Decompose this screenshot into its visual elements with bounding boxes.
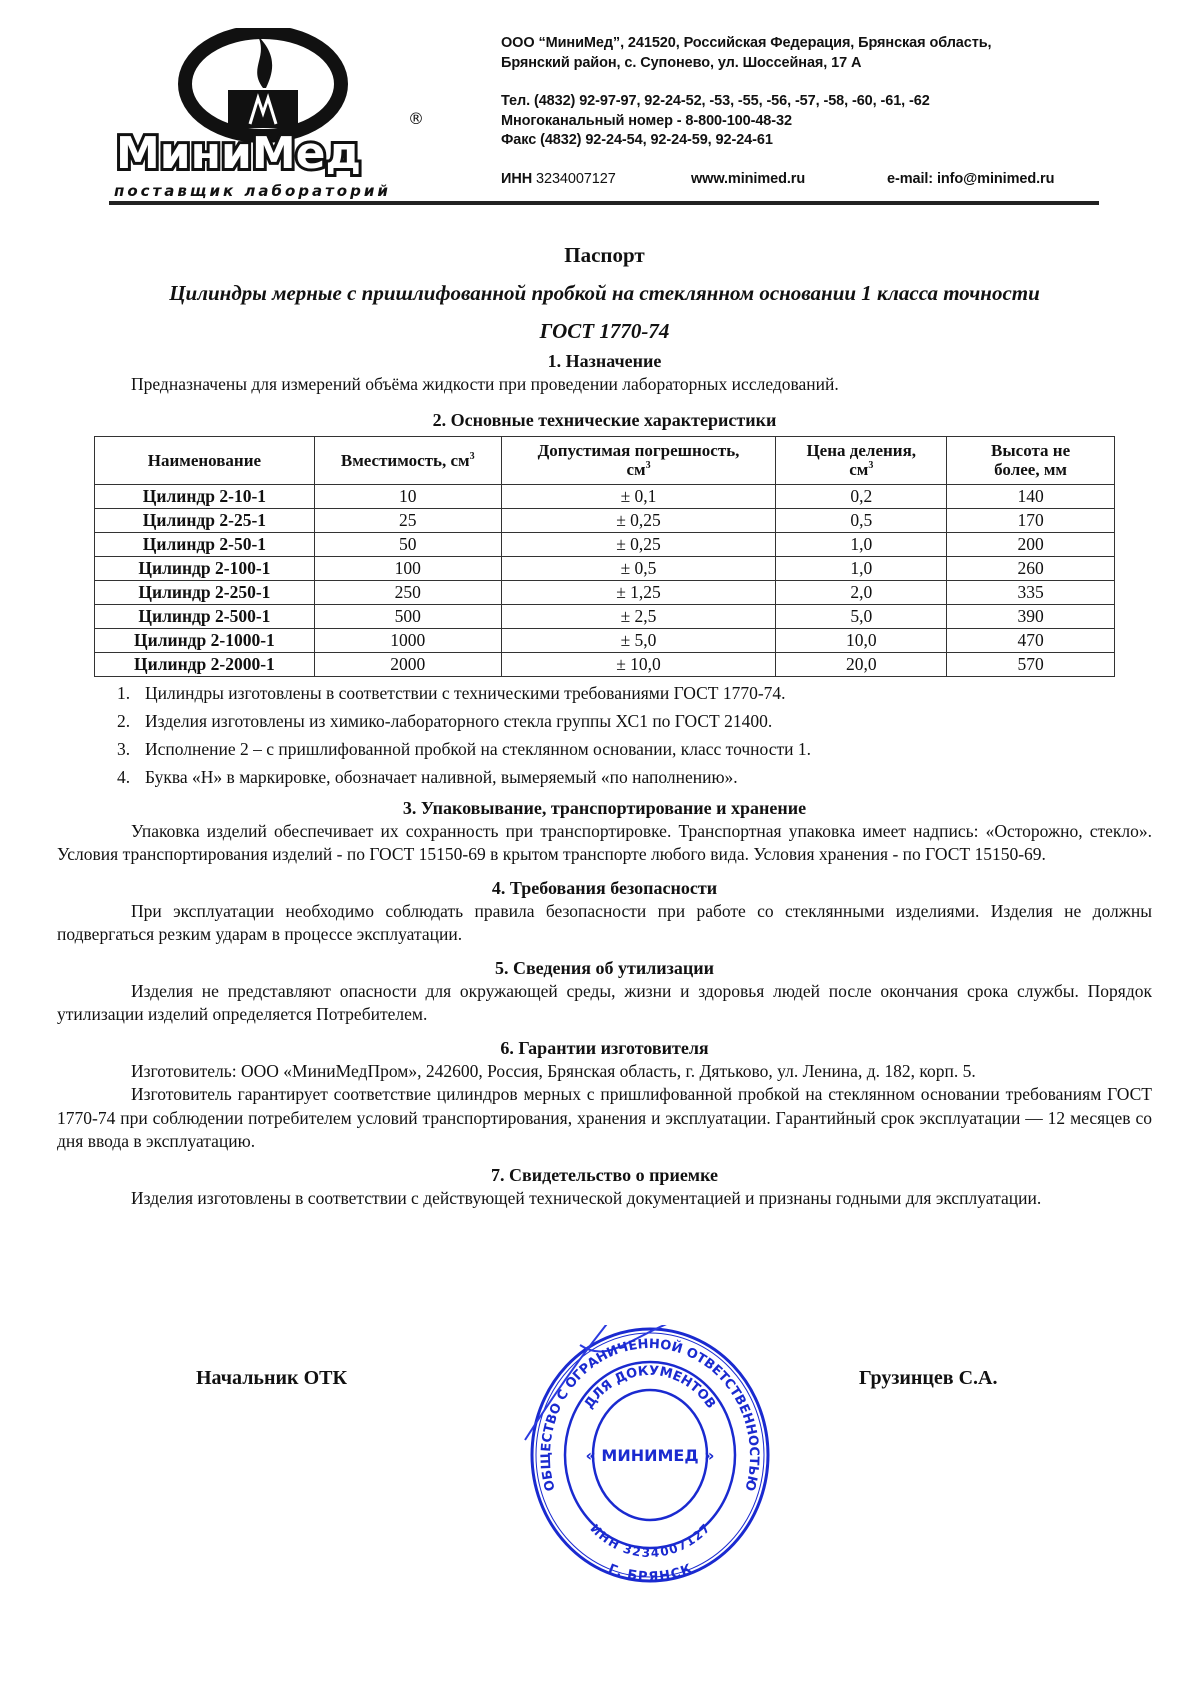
cell-capacity: 500 (314, 604, 501, 628)
cell-height: 335 (947, 580, 1115, 604)
section-4-text: При эксплуатации необходимо соблюдать правила безопасности при работе со стеклянными изделиями. Изделия не должны подвергаться резким ударам в процессе эксплуатации. (57, 900, 1152, 944)
cell-height: 200 (947, 532, 1115, 556)
company-address-2: Брянский район, с. Супонево, ул. Шоссейная, 17 А (501, 55, 862, 71)
header-divider (109, 201, 1099, 205)
company-multichannel: Многоканальный номер - 8-800-100-48-32 (501, 113, 792, 129)
document-body (57, 237, 1152, 1210)
cell-tolerance: ± 0,25 (501, 532, 776, 556)
cell-height: 570 (947, 652, 1115, 676)
stamp-outer-text: ОБЩЕСТВО С ОГРАНИЧЕННОЙ ОТВЕТСТВЕННОСТЬЮ (538, 1336, 762, 1493)
note-text: Цилиндры изготовлены в соответствии с техническими требованиями ГОСТ 1770-74. (145, 682, 786, 703)
cell-height: 470 (947, 628, 1115, 652)
section-5-title: 5. Сведения об утилизации (494, 957, 715, 978)
cell-tolerance: ± 0,25 (501, 508, 776, 532)
company-email[interactable]: e-mail: info@minimed.ru (887, 171, 1055, 187)
cell-name: Цилиндр 2-1000-1 (95, 628, 315, 652)
company-logo (108, 28, 438, 200)
cell-division: 20,0 (776, 652, 947, 676)
section-1-title: 1. Назначение (547, 351, 662, 371)
cell-capacity: 250 (314, 580, 501, 604)
cell-division: 10,0 (776, 628, 947, 652)
cell-capacity: 25 (314, 508, 501, 532)
table-row (95, 580, 1115, 604)
cell-name: Цилиндр 2-2000-1 (95, 652, 315, 676)
inn-value: 3234007127 (536, 171, 616, 187)
section-6-text-1: Изготовитель: ООО «МиниМедПром», 242600, Россия, Брянская область, г. Дятьково, ул. Ленина, д. 182, корп. 5. (131, 1060, 976, 1081)
signature-role: Начальник ОТК (196, 1367, 347, 1389)
company-inn (501, 170, 616, 188)
cell-division: 5,0 (776, 604, 947, 628)
cell-name: Цилиндр 2-250-1 (95, 580, 315, 604)
table-row (95, 628, 1115, 652)
cell-height: 170 (947, 508, 1115, 532)
stamp-inner-text: ДЛЯ ДОКУМЕНТОВ (581, 1363, 719, 1412)
document-standard: ГОСТ 1770-74 (539, 319, 670, 343)
table-row (95, 532, 1115, 556)
company-website[interactable]: www.minimed.ru (691, 171, 806, 187)
section-7-title: 7. Свидетельство о приемке (491, 1164, 718, 1185)
header-name: Наименование (95, 436, 315, 484)
cell-height: 260 (947, 556, 1115, 580)
inn-label: ИНН (501, 171, 533, 187)
cell-tolerance: ± 1,25 (501, 580, 776, 604)
cell-name: Цилиндр 2-10-1 (95, 484, 315, 508)
table-row (95, 484, 1115, 508)
cell-tolerance: ± 5,0 (501, 628, 776, 652)
cell-tolerance: ± 2,5 (501, 604, 776, 628)
cell-division: 0,5 (776, 508, 947, 532)
header-tolerance: Допустимая погрешность, $см^3$ (501, 436, 776, 484)
cell-division: 1,0 (776, 532, 947, 556)
section-3-text: Упаковка изделий обеспечивает их сохранность при транспортировке. Транспортная упаковка имеет надпись: «Осторожно, стекло». Условия транспортирования изделий - по ГОСТ 15150-69 в крытом транспорте любого вида. Условия хранения - по ГОСТ 15150-69. (57, 820, 1152, 864)
document-subtitle: Цилиндры мерные с пришлифованной пробкой на стеклянном основании 1 класса точности (169, 281, 1040, 305)
cell-capacity: 2000 (314, 652, 501, 676)
notes-list (57, 679, 1152, 791)
cell-capacity: 50 (314, 532, 501, 556)
logo-brand: МиниМед (116, 128, 362, 179)
section-5-text: Изделия не представляют опасности для окружающей среды, жизни и здоровья людей после окончания срока службы. Порядок утилизации изделий определяется Потребителем. (57, 980, 1152, 1024)
company-phone: Тел. (4832) 92-97-97, 92-24-52, -53, -55, -56, -57, -58, -60, -61, -62 (501, 93, 930, 109)
cell-capacity: 100 (314, 556, 501, 580)
section-1-text: Предназначены для измерений объёма жидкости при проведении лабораторных исследований. (131, 374, 839, 394)
cell-tolerance: ± 10,0 (501, 652, 776, 676)
note-item (117, 679, 1152, 707)
company-stamp (520, 1325, 780, 1585)
cell-division: 2,0 (776, 580, 947, 604)
section-7-text: Изделия изготовлены в соответствии с действующей технической документацией и признаны годными для эксплуатации. (131, 1187, 1042, 1208)
stamp-city-text: Г. БРЯНСК (606, 1561, 694, 1585)
company-address: ООО “МиниМед”, 241520, Российская Федерация, Брянская область, (501, 35, 992, 51)
cell-division: 0,2 (776, 484, 947, 508)
cell-name: Цилиндр 2-100-1 (95, 556, 315, 580)
section-4-title: 4. Требования безопасности (491, 877, 718, 898)
stamp-inn-text: ИНН 3234007127 (587, 1521, 713, 1561)
logo-registered: ® (408, 109, 424, 128)
cell-capacity: 10 (314, 484, 501, 508)
table-header-row (95, 436, 1115, 484)
note-item (117, 735, 1152, 763)
section-6-title: 6. Гарантии изготовителя (500, 1037, 709, 1058)
section-3-title: 3. Упаковывание, транспортирование и хранение (402, 797, 807, 818)
table-row (95, 508, 1115, 532)
table-row (95, 604, 1115, 628)
cell-height: 390 (947, 604, 1115, 628)
note-number: 3. (117, 738, 131, 759)
cell-name: Цилиндр 2-25-1 (95, 508, 315, 532)
note-number: 4. (117, 766, 131, 787)
signature-name: Грузинцев С.А. (859, 1367, 998, 1389)
note-item (117, 763, 1152, 791)
cell-tolerance: ± 0,5 (501, 556, 776, 580)
document-title: Паспорт (564, 243, 645, 267)
logo-tagline: поставщик лабораторий (114, 182, 391, 200)
cell-name: Цилиндр 2-500-1 (95, 604, 315, 628)
section-6-text-2: Изготовитель гарантирует соответствие цилиндров мерных с пришлифованной пробкой на стеклянном основании требованиям ГОСТ 1770-74 при соблюдении потребителем условий транспортирования, хранения и эксплуатации. Гарантийный срок эксплуатации — 12 месяцев со дня ввода в эксплуатацию. (57, 1084, 1152, 1151)
cell-tolerance: ± 0,1 (501, 484, 776, 508)
table-row (95, 556, 1115, 580)
note-number: 2. (117, 710, 131, 731)
cell-name: Цилиндр 2-50-1 (95, 532, 315, 556)
note-text: Исполнение 2 – с пришлифованной пробкой на стеклянном основании, класс точности 1. (145, 738, 811, 759)
cell-height: 140 (947, 484, 1115, 508)
note-text: Буква «Н» в маркировке, обозначает наливной, вымеряемый «по наполнению». (145, 766, 738, 787)
cell-division: 1,0 (776, 556, 947, 580)
note-item (117, 707, 1152, 735)
section-2-title: 2. Основные технические характеристики (432, 409, 777, 430)
header-height: Высота не более, мм (947, 436, 1115, 484)
header-division: Цена деления, $см^3$ (776, 436, 947, 484)
note-text: Изделия изготовлены из химико-лабораторного стекла группы ХС1 по ГОСТ 21400. (145, 710, 773, 731)
cell-capacity: 1000 (314, 628, 501, 652)
company-fax: Факс (4832) 92-24-54, 92-24-59, 92-24-61 (501, 132, 773, 148)
header-capacity: Вместимость, $см^3$ (314, 436, 501, 484)
stamp-center-text: « МИНИМЕД » (585, 1446, 715, 1465)
note-number: 1. (117, 682, 131, 703)
table-row (95, 652, 1115, 676)
specs-table (94, 436, 1115, 677)
